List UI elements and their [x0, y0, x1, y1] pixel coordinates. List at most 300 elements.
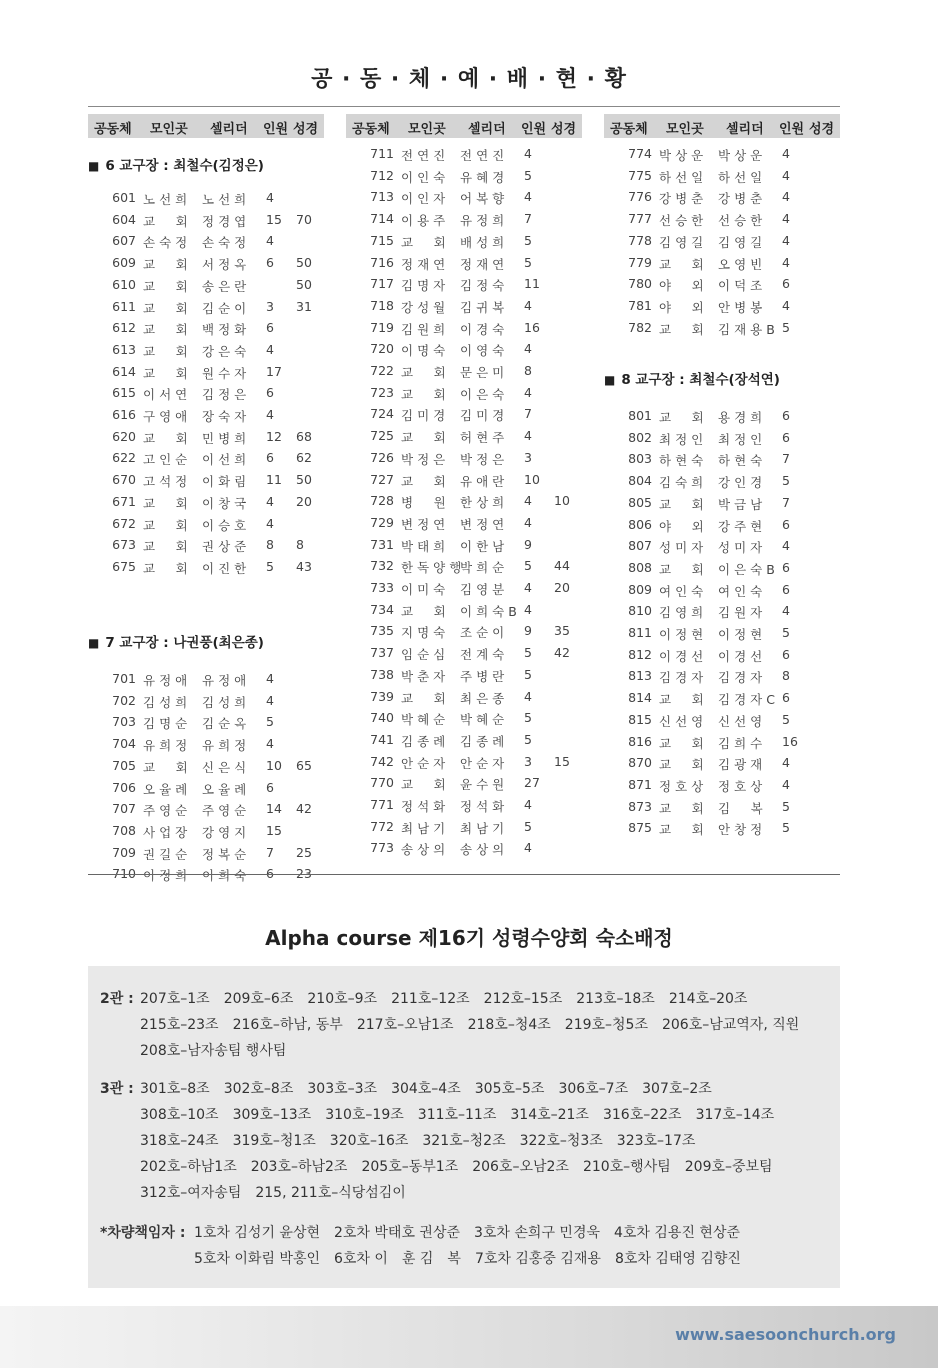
community-number: 811 — [628, 625, 652, 640]
room-entry: 318호–24조 — [140, 1133, 219, 1149]
attendance-count: 5 — [782, 625, 790, 640]
cell-leader: 주병란 — [460, 668, 509, 684]
cell-leader: 전연진 — [460, 148, 509, 163]
header-place: 모인곳 — [408, 122, 446, 137]
attendance-count: 15 — [266, 211, 282, 227]
attendance-count: 4 — [266, 233, 274, 249]
cell-leader: 김미경 — [460, 408, 509, 424]
cell-leader: 박혜순 — [460, 712, 509, 728]
bible-count: 43 — [296, 558, 312, 574]
attendance-count: 4 — [524, 840, 532, 856]
meeting-place: 교 회 — [401, 430, 450, 446]
header-count: 인원 — [263, 122, 289, 137]
meeting-place: 김미경 — [401, 408, 450, 424]
community-number: 726 — [370, 449, 394, 465]
attendance-count: 4 — [782, 254, 790, 270]
room-entry: 312호–여자송팀 — [140, 1185, 242, 1201]
community-number: 816 — [628, 733, 652, 749]
community-number: 740 — [370, 710, 394, 726]
cell-leader: 송상의 — [460, 842, 509, 858]
attendance-count: 4 — [782, 189, 790, 205]
meeting-place: 교 회 — [143, 539, 192, 555]
attendance-count: 4 — [524, 384, 532, 400]
meeting-place: 야 외 — [659, 299, 708, 315]
meeting-place: 김종례 — [401, 733, 450, 749]
meeting-place: 김숙희 — [659, 475, 708, 491]
meeting-place: 구영애 — [143, 409, 192, 424]
bible-count: 23 — [296, 866, 312, 882]
district-label: 6 교구장 : 최철수(김정은) — [105, 158, 264, 174]
meeting-place: 박혜순 — [401, 712, 450, 728]
hall3-line — [140, 1156, 787, 1176]
community-number: 717 — [370, 276, 394, 292]
attendance-count: 3 — [266, 298, 274, 314]
hall3-line — [140, 1078, 726, 1098]
room-entry: 213호–18조 — [576, 991, 655, 1007]
meeting-place: 교 회 — [659, 735, 708, 751]
attendance-count: 4 — [524, 146, 532, 161]
meeting-place: 교 회 — [143, 257, 192, 273]
community-number: 709 — [112, 844, 136, 860]
alpha-course-title: Alpha course 제16기 성령수양회 숙소배정 — [265, 926, 673, 950]
meeting-place: 한독양행 — [401, 560, 466, 576]
community-number: 610 — [112, 276, 136, 292]
community-number: 607 — [112, 233, 136, 249]
meeting-place: 김영길 — [659, 234, 708, 250]
room-entry: 302호–8조 — [223, 1081, 294, 1097]
attendance-count: 10 — [524, 471, 540, 487]
attendance-count: 6 — [266, 450, 274, 466]
community-number: 722 — [370, 363, 394, 378]
cell-leader: 이진한 — [202, 560, 251, 576]
meeting-place: 이정희 — [143, 868, 192, 884]
room-entry: 323호–17조 — [616, 1133, 696, 1149]
attendance-count: 5 — [524, 558, 532, 574]
header-bible: 성경 — [551, 122, 577, 137]
meeting-place: 이용주 — [401, 213, 450, 229]
attendance-count: 4 — [266, 190, 274, 205]
meeting-place: 교 회 — [143, 278, 192, 294]
community-number: 803 — [628, 451, 652, 467]
cell-leader: 성미자 — [718, 540, 767, 556]
header-bible: 성경 — [809, 122, 835, 137]
cell-leader: 문은미 — [460, 365, 509, 380]
attendance-count: 5 — [524, 731, 532, 747]
cell-leader: 강주현 — [718, 518, 767, 534]
room-entry: 317호–14조 — [695, 1107, 775, 1123]
attendance-count: 6 — [266, 779, 274, 795]
attendance-count: 4 — [524, 493, 532, 509]
district-heading — [88, 154, 264, 174]
meeting-place: 교 회 — [143, 213, 192, 229]
community-number: 719 — [370, 319, 394, 335]
attendance-count: 3 — [524, 449, 532, 465]
cell-leader: 이경선 — [718, 648, 767, 664]
meeting-place: 교 회 — [659, 321, 708, 337]
cell-leader: 유혜경 — [460, 169, 509, 185]
room-entry: 309호–13조 — [232, 1107, 312, 1123]
attendance-count: 4 — [266, 671, 274, 686]
room-entry: 209호–중보팀 — [684, 1159, 773, 1175]
attendance-count: 16 — [524, 319, 540, 335]
cell-leader: 김순옥 — [202, 716, 251, 732]
bible-count: 65 — [296, 757, 312, 773]
header-leader: 셀리더 — [468, 122, 506, 137]
community-number: 675 — [112, 558, 136, 574]
cell-leader: 오율례 — [202, 781, 251, 797]
cell-leader: 김성희 — [202, 694, 251, 710]
header-leader: 셀리더 — [726, 122, 764, 137]
attendance-count: 8 — [524, 363, 532, 378]
hall-label: 3관 : — [100, 1081, 134, 1097]
worship-column-3 — [604, 114, 840, 838]
top-divider — [88, 106, 840, 107]
header-count: 인원 — [521, 122, 547, 137]
attendance-count: 8 — [266, 537, 274, 553]
attendance-count: 5 — [524, 254, 532, 270]
community-number: 805 — [628, 494, 652, 510]
community-number: 741 — [370, 731, 394, 747]
attendance-count: 5 — [524, 710, 532, 726]
room-entry: 310호–19조 — [325, 1107, 404, 1123]
community-number: 708 — [112, 822, 136, 838]
attendance-count: 4 — [782, 603, 790, 619]
attendance-count: 4 — [266, 341, 274, 357]
room-entry: 214호–20조 — [668, 991, 748, 1007]
cell-leader: 김정숙 — [460, 278, 509, 294]
community-number: 701 — [112, 671, 136, 686]
room-entry: 306호–7조 — [558, 1081, 629, 1097]
community-number: 781 — [628, 297, 652, 313]
cell-leader: 이덕조 — [718, 278, 767, 294]
square-bullet-icon: ■ — [88, 159, 100, 173]
attendance-count: 6 — [266, 320, 274, 336]
meeting-place: 박태희 — [401, 538, 450, 554]
community-number: 774 — [628, 146, 652, 161]
attendance-count: 4 — [266, 692, 274, 708]
community-number: 716 — [370, 254, 394, 270]
attendance-count: 4 — [524, 189, 532, 205]
community-number: 738 — [370, 666, 394, 682]
bible-count: 20 — [554, 580, 570, 595]
cell-leader: 선승한 — [718, 213, 767, 229]
community-number: 809 — [628, 581, 652, 597]
cell-leader: 유정희 — [460, 213, 509, 229]
header-community: 공동체 — [610, 122, 648, 137]
meeting-place: 김영희 — [659, 605, 708, 621]
community-number: 779 — [628, 254, 652, 270]
attendance-count: 7 — [524, 211, 532, 227]
attendance-count: 5 — [266, 558, 274, 574]
cell-leader: 최남기 — [460, 820, 509, 836]
community-number: 707 — [112, 801, 136, 817]
cell-leader: 안병봉 — [718, 299, 767, 315]
meeting-place: 교 회 — [143, 430, 192, 446]
meeting-place: 교 회 — [143, 365, 192, 381]
header-leader: 셀리더 — [210, 122, 248, 137]
attendance-count: 4 — [782, 538, 790, 554]
attendance-count: 6 — [266, 866, 274, 882]
bible-count: 50 — [296, 472, 312, 488]
meeting-place: 이서연 — [143, 387, 192, 403]
cell-leader: 윤수원 — [460, 777, 509, 793]
cell-leader: 민병희 — [202, 430, 251, 446]
worship-column-1 — [88, 114, 324, 884]
attendance-count: 4 — [782, 297, 790, 313]
cell-leader: 강인경 — [718, 475, 767, 491]
community-number: 737 — [370, 645, 394, 661]
meeting-place: 교 회 — [143, 759, 192, 775]
community-number: 673 — [112, 537, 136, 553]
meeting-place: 김경자 — [659, 670, 708, 686]
cell-leader: 여인숙 — [718, 583, 767, 599]
district-label: 7 교구장 : 나권풍(최은종) — [105, 635, 264, 651]
room-entry: 208호–남자송팀 행사팀 — [140, 1043, 287, 1059]
community-number: 870 — [628, 755, 652, 771]
room-entry: 301호–8조 — [140, 1081, 210, 1097]
cell-leader: 어복향 — [460, 191, 509, 207]
community-number: 718 — [370, 297, 394, 313]
attendance-count: 5 — [782, 319, 790, 335]
community-number: 812 — [628, 646, 652, 662]
cell-leader: 조순이 — [460, 625, 509, 641]
meeting-place: 최남기 — [401, 820, 450, 836]
attendance-count: 4 — [524, 601, 532, 617]
attendance-count: 4 — [524, 580, 532, 595]
community-number: 712 — [370, 167, 394, 183]
footer-url[interactable]: www.saesoonchurch.org — [675, 1325, 896, 1344]
meeting-place: 교 회 — [659, 822, 708, 838]
community-number: 773 — [370, 840, 394, 856]
attendance-count: 6 — [782, 690, 790, 706]
attendance-count: 5 — [782, 473, 790, 489]
room-entry: 308호–10조 — [140, 1107, 219, 1123]
community-number: 813 — [628, 668, 652, 684]
community-number: 601 — [112, 190, 136, 205]
meeting-place: 유희정 — [143, 738, 192, 754]
district-label: 8 교구장 : 최철수(장석연) — [621, 372, 780, 388]
community-number: 729 — [370, 514, 394, 530]
meeting-place: 교 회 — [659, 496, 708, 512]
meeting-place: 이명숙 — [401, 343, 450, 359]
attendance-count: 6 — [782, 408, 790, 423]
bible-count: 10 — [554, 493, 570, 509]
cell-leader: 최정인 — [718, 431, 767, 447]
cell-leader: 백정화 — [202, 322, 251, 338]
meeting-place: 김명자 — [401, 278, 450, 294]
column-header — [346, 114, 582, 138]
community-number: 731 — [370, 536, 394, 552]
room-entry: 215호–23조 — [140, 1017, 219, 1033]
attendance-count: 7 — [266, 844, 274, 860]
community-number: 802 — [628, 429, 652, 445]
community-number: 723 — [370, 384, 394, 400]
community-number: 704 — [112, 736, 136, 752]
cell-leader: 정재연 — [460, 256, 509, 272]
cell-leader: 장숙자 — [202, 409, 251, 424]
attendance-count: 11 — [266, 472, 282, 488]
district-heading — [604, 368, 780, 388]
community-number: 703 — [112, 714, 136, 730]
meeting-place: 교 회 — [401, 473, 450, 489]
community-number: 808 — [628, 559, 652, 575]
cell-leader: 김영길 — [718, 234, 767, 250]
cell-leader: 허현주 — [460, 430, 509, 446]
community-number: 614 — [112, 363, 136, 379]
hall2-line — [140, 1014, 813, 1034]
community-number: 742 — [370, 753, 394, 769]
community-number: 604 — [112, 211, 136, 227]
bible-count: 35 — [554, 623, 570, 639]
community-number: 713 — [370, 189, 394, 205]
community-number: 871 — [628, 776, 652, 792]
meeting-place: 유정애 — [143, 673, 192, 688]
attendance-count: 9 — [524, 623, 532, 639]
meeting-place: 교 회 — [659, 410, 708, 425]
attendance-count: 5 — [524, 645, 532, 661]
attendance-count: 5 — [524, 232, 532, 248]
cell-leader: 이선희 — [202, 452, 251, 468]
meeting-place: 강병춘 — [659, 191, 708, 207]
cell-leader: 정석화 — [460, 799, 509, 814]
community-number: 611 — [112, 298, 136, 314]
header-community: 공동체 — [352, 122, 390, 137]
cell-leader: 강은숙 — [202, 343, 251, 359]
community-number: 613 — [112, 341, 136, 357]
attendance-count: 4 — [782, 776, 790, 792]
attendance-count: 5 — [524, 167, 532, 183]
meeting-place: 야 외 — [659, 518, 708, 534]
bible-count: 62 — [296, 450, 312, 466]
cell-leader: 김원자 — [718, 605, 767, 621]
meeting-place: 이인숙 — [401, 169, 450, 185]
cell-leader: 최은종 — [460, 690, 509, 706]
cell-leader: 안창정 — [718, 822, 767, 838]
attendance-count: 5 — [782, 820, 790, 836]
meeting-place: 김원희 — [401, 321, 450, 337]
attendance-count: 5 — [266, 714, 274, 730]
page-title: 공 · 동 · 체 · 예 · 배 · 현 · 황 — [311, 67, 627, 92]
bible-count: 50 — [296, 276, 312, 292]
bible-count: 70 — [296, 211, 312, 227]
room-entry: 207호–1조 — [140, 991, 210, 1007]
community-number: 815 — [628, 711, 652, 727]
hall-label: 2관 : — [100, 991, 134, 1007]
meeting-place: 이경선 — [659, 648, 708, 664]
meeting-place: 교 회 — [659, 757, 708, 773]
community-number: 777 — [628, 211, 652, 227]
attendance-count: 4 — [266, 736, 274, 752]
meeting-place: 교 회 — [401, 365, 450, 380]
room-entry: 209호–6조 — [223, 991, 294, 1007]
attendance-count: 4 — [782, 232, 790, 248]
meeting-place: 임순심 — [401, 647, 450, 663]
cell-leader: 전계숙 — [460, 647, 509, 663]
community-number: 801 — [628, 408, 652, 423]
attendance-count: 5 — [524, 666, 532, 682]
cell-leader: 이은숙 — [460, 386, 509, 402]
attendance-count: 27 — [524, 775, 540, 791]
community-number: 814 — [628, 690, 652, 706]
cell-leader: 김순이 — [202, 300, 251, 316]
room-entry: 206호–남교역자, 직원 — [661, 1017, 800, 1033]
cell-leader: 김재용B — [718, 321, 779, 337]
cell-leader: 정복순 — [202, 846, 251, 862]
cell-leader: 이승호 — [202, 517, 251, 533]
room-entry: 4호차 김용진 현상준 — [614, 1225, 740, 1241]
header-count: 인원 — [779, 122, 805, 137]
attendance-count: 5 — [782, 798, 790, 814]
attendance-count: 14 — [266, 801, 282, 817]
cell-leader: 노선희 — [202, 192, 251, 207]
meeting-place: 박상운 — [659, 148, 708, 163]
attendance-count: 6 — [782, 276, 790, 292]
community-number: 711 — [370, 146, 394, 161]
cell-leader: 김 복 — [718, 800, 767, 816]
room-entry: 7호차 김홍중 김재용 — [474, 1251, 601, 1267]
room-entry: 202호–하남1조 — [140, 1159, 237, 1175]
meeting-place: 정호상 — [659, 778, 708, 794]
cell-leader: 하현숙 — [718, 453, 767, 469]
bible-count: 31 — [296, 298, 312, 314]
cell-leader: 이희숙 — [202, 868, 251, 884]
meeting-place: 여인숙 — [659, 583, 708, 599]
cell-leader: 용경희 — [718, 410, 767, 425]
bible-count: 20 — [296, 493, 312, 509]
cell-leader: 신은식 — [202, 759, 251, 775]
community-number: 724 — [370, 406, 394, 422]
meeting-place: 안순자 — [401, 755, 450, 771]
bible-count: 15 — [554, 753, 570, 769]
cell-leader: 이경숙 — [460, 321, 509, 337]
attendance-count: 3 — [524, 753, 532, 769]
room-entry: 321호–청2조 — [422, 1133, 506, 1149]
community-number: 725 — [370, 428, 394, 444]
meeting-place: 성미자 — [659, 540, 708, 556]
attendance-count: 15 — [266, 822, 282, 838]
attendance-count: 7 — [782, 451, 790, 467]
meeting-place: 전연진 — [401, 148, 450, 163]
cell-leader: 이정현 — [718, 627, 767, 642]
bible-count: 8 — [296, 537, 304, 553]
cell-leader: 유정애 — [202, 673, 251, 688]
room-entry: 215, 211호–식당섬김이 — [255, 1185, 406, 1201]
community-number: 806 — [628, 516, 652, 532]
meeting-place: 최정인 — [659, 431, 708, 447]
room-entry: 319호–청1조 — [232, 1133, 316, 1149]
cell-leader: 이한남 — [460, 538, 509, 554]
room-entry: 314호–21조 — [510, 1107, 589, 1123]
room-entry: 210호–행사팀 — [582, 1159, 671, 1175]
column-header — [88, 114, 324, 138]
room-entry: 205호–동부1조 — [361, 1159, 459, 1175]
attendance-count: 16 — [782, 733, 798, 749]
cell-leader: 변정연 — [460, 516, 509, 532]
meeting-place: 이정현 — [659, 627, 708, 642]
cell-leader: 이은숙B — [718, 561, 779, 577]
attendance-count: 4 — [266, 515, 274, 531]
attendance-count: 7 — [524, 406, 532, 422]
community-number: 782 — [628, 319, 652, 335]
community-number: 776 — [628, 189, 652, 205]
meeting-place: 이인자 — [401, 191, 450, 207]
community-number: 706 — [112, 779, 136, 795]
meeting-place: 교 회 — [401, 690, 450, 706]
worship-column-2 — [346, 114, 582, 858]
attendance-count: 4 — [524, 428, 532, 444]
cell-leader: 박금남 — [718, 496, 767, 512]
attendance-count: 4 — [524, 297, 532, 313]
